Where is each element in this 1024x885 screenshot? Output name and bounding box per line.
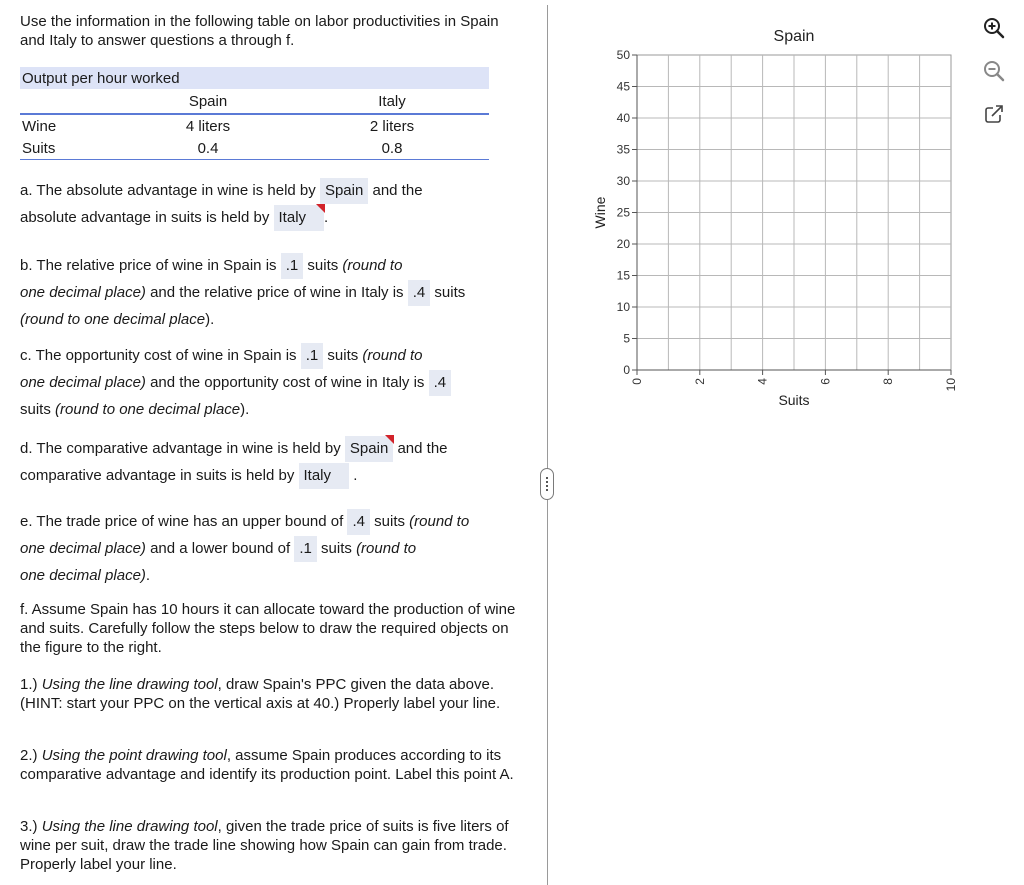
x-tick-label: 4 [755, 378, 770, 385]
answer-b-spain[interactable]: .1 [281, 253, 304, 279]
question-d-text: and the [397, 440, 448, 457]
spain-ppc-graph[interactable] [585, 20, 1005, 420]
grip-dot [546, 485, 548, 487]
question-e [20, 508, 520, 589]
productivity-table [20, 67, 489, 160]
cell-spain: 0.4 [121, 137, 295, 160]
question-d [20, 435, 520, 489]
answer-e-lower[interactable]: .1 [294, 536, 317, 562]
y-tick-label: 30 [616, 174, 630, 188]
answer-e-upper[interactable]: .4 [347, 509, 370, 535]
y-tick-label: 40 [616, 111, 630, 125]
question-c-text: c. The opportunity cost of wine in Spain is [20, 347, 297, 364]
question-b-text: b. The relative price of wine in Spain is [20, 257, 277, 274]
question-d-text: d. The comparative advantage in wine is held by [20, 440, 341, 457]
y-tick-label: 5 [623, 331, 630, 346]
answer-d-wine[interactable]: Spain [345, 436, 393, 462]
y-tick-label: 10 [616, 300, 630, 314]
question-c-hint: one decimal place) [20, 374, 146, 391]
intro-text: Use the information in the following table on labor productivities in Spain and Italy to answer questions a through f. [20, 13, 499, 49]
question-c-hint: (round to [362, 347, 423, 364]
question-c-text: ). [240, 401, 250, 418]
x-tick-label: 0 [630, 378, 644, 385]
col-header-italy: Italy [295, 89, 489, 114]
answer-b-italy[interactable]: .4 [408, 280, 431, 306]
question-a-text: . [324, 209, 329, 226]
answer-a-wine[interactable]: Spain [320, 178, 368, 204]
popout-button[interactable] [980, 100, 1008, 128]
col-header-spain: Spain [121, 89, 295, 114]
question-b-text: suits [434, 284, 466, 301]
question-e-text: e. The trade price of wine has an upper bound of [20, 513, 344, 530]
step-number: 2.) [20, 747, 38, 764]
zoom-out-icon [982, 59, 1006, 83]
step-text: , assume Spain produces according to its comparative advantage and identify its production point. Label this point A. [20, 747, 514, 783]
answer-c-spain[interactable]: .1 [301, 343, 324, 369]
zoom-out-button[interactable] [980, 57, 1008, 85]
step-tool-name: Using the point drawing tool [41, 747, 227, 764]
step-text: , given the trade price of suits is five liters of wine per suit, draw the trade line showing how Spain can gain from trade. Properly label your line. [20, 818, 509, 873]
grip-dot [546, 481, 548, 483]
question-a [20, 177, 520, 231]
step-3 [20, 817, 520, 874]
y-tick-label: 50 [616, 48, 630, 62]
y-tick-label: 35 [616, 142, 630, 157]
question-b-hint: one decimal place) [20, 284, 146, 301]
question-e-text: suits [321, 540, 352, 557]
y-axis-label: Wine [592, 196, 608, 229]
question-e-text: . [145, 567, 151, 584]
question-e-hint: (round to [409, 513, 470, 530]
table-caption: Output per hour worked [20, 67, 489, 89]
zoom-in-button[interactable] [980, 14, 1008, 42]
question-c-text: suits [327, 347, 359, 364]
answer-a-suits[interactable]: Italy [274, 205, 325, 231]
cell-italy: 2 liters [369, 117, 415, 135]
question-c-text: and the opportunity cost of wine in Italy is [150, 374, 425, 391]
question-b-text: and the relative price of wine in Italy is [150, 284, 404, 301]
panel-divider [547, 5, 548, 885]
question-b-hint: (round to one decimal place [20, 311, 206, 328]
table-corner [20, 89, 121, 114]
question-c [20, 342, 520, 423]
y-tick-label: 15 [616, 268, 630, 283]
question-e-text: and a lower bound of [150, 540, 291, 557]
y-tick-label: 45 [616, 79, 630, 94]
zoom-in-icon [982, 16, 1006, 40]
x-tick-label: 2 [692, 378, 707, 385]
step-text: , draw Spain's PPC given the data above. (HINT: start your PPC on the vertical axis at 40.) Properly label your line. [20, 676, 501, 712]
step-1 [20, 675, 520, 713]
question-e-text: suits [374, 513, 405, 530]
grip-dot [546, 489, 548, 491]
cell-spain: 4 liters [185, 117, 231, 135]
question-e-hint: one decimal place) [20, 567, 146, 584]
x-tick-label: 10 [944, 378, 958, 392]
question-a-text: and the [372, 182, 423, 199]
cell-italy: 0.8 [295, 137, 489, 160]
x-tick-label: 8 [881, 378, 896, 385]
question-b-text: ). [205, 311, 215, 328]
question-c-text: suits [20, 401, 51, 418]
panel-resize-handle[interactable] [540, 468, 554, 500]
question-b-text: suits [307, 257, 339, 274]
question-c-hint: (round to one decimal place [55, 401, 241, 418]
answer-d-suits[interactable]: Italy [299, 463, 350, 489]
y-tick-label: 25 [616, 205, 630, 220]
question-b [20, 252, 520, 333]
x-tick-label: 6 [818, 378, 833, 385]
step-number: 3.) [20, 818, 38, 835]
y-tick-label: 20 [616, 237, 630, 251]
row-label: Suits [20, 137, 121, 160]
step-tool-name: Using the line drawing tool [41, 676, 218, 693]
step-2 [20, 746, 520, 784]
popout-icon [983, 103, 1005, 125]
question-a-text: absolute advantage in suits is held by [20, 209, 270, 226]
question-e-hint: (round to [356, 540, 417, 557]
step-tool-name: Using the line drawing tool [41, 818, 218, 835]
row-label: Wine [22, 117, 57, 135]
question-e-hint: one decimal place) [20, 540, 146, 557]
chart-title: Spain [773, 28, 815, 45]
question-f-intro: f. Assume Spain has 10 hours it can allocate toward the production of wine and suits. Carefully follow the steps below to draw the required objects on the figure to the right. [20, 601, 516, 656]
question-d-text: comparative advantage in suits is held by [20, 467, 295, 484]
x-axis-label: Suits [778, 392, 810, 408]
question-b-hint: (round to [342, 257, 403, 274]
answer-c-italy[interactable]: .4 [429, 370, 452, 396]
grip-dot [546, 477, 548, 479]
y-tick-label: 0 [623, 363, 630, 377]
step-number: 1.) [20, 676, 38, 693]
question-a-text: a. The absolute advantage in wine is held by [20, 182, 316, 199]
question-d-text: . [353, 467, 358, 484]
